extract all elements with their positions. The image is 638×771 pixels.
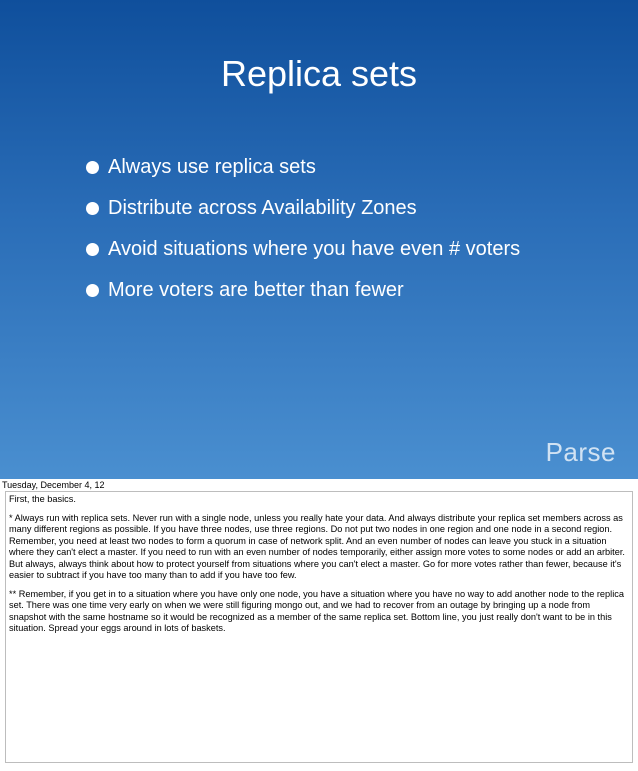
bullet-text: Always use replica sets bbox=[108, 156, 316, 178]
note-paragraph: * Always run with replica sets. Never run with a single node, unless you really hate your data. And always distribute your replica set members across as many different regions as possible. If you have three nodes, use three regions. Do not put two nodes in one region and one node in a second region. Remember, you need at least two nodes to form a quorum in case of network split. And an even number of nodes can leave you stuck in a situation where they can't elect a master. If you need to run with an even number of nodes temporarily, either assign more votes to some nodes or add an arbiter. But always, always think about how to protect yourself from situations where you can't elect a master. Go for more votes rather than fewer, because it's easier to subtract if you have too many than to add if you have too few. bbox=[9, 512, 625, 580]
bullet-text: More voters are better than fewer bbox=[108, 279, 404, 301]
bullet-item bbox=[86, 196, 520, 237]
bullet-item bbox=[86, 237, 520, 278]
slide-date: Tuesday, December 4, 12 bbox=[2, 480, 105, 490]
bullet-text: Avoid situations where you have even # voters bbox=[108, 238, 521, 260]
bullet-dot-icon bbox=[86, 202, 99, 215]
bullet-dot-icon bbox=[86, 161, 99, 174]
bullet-dot-icon bbox=[86, 243, 99, 256]
brand-logo: Parse bbox=[545, 437, 616, 467]
note-paragraph: ** Remember, if you get in to a situation where you have only one node, you have a situation where you have no way to add another node to the replica set. There was one time very early on when we were still figuring mongo out, and we had to recover from an outage by bringing up a node from snapshot with the same hostname so it would be recognized as a member of the same replica set. Bottom line, you just really don't want to be in this situation. Spread your eggs around in lots of baskets. bbox=[9, 588, 624, 633]
bullet-item bbox=[86, 278, 520, 319]
slide-title: Replica sets bbox=[220, 53, 418, 94]
bullet-list bbox=[86, 155, 520, 319]
bullet-text: Distribute across Availability Zones bbox=[108, 197, 417, 219]
note-paragraph: First, the basics. bbox=[9, 494, 76, 504]
speaker-notes bbox=[5, 491, 633, 763]
bullet-item bbox=[86, 155, 520, 196]
bullet-dot-icon bbox=[86, 284, 99, 297]
